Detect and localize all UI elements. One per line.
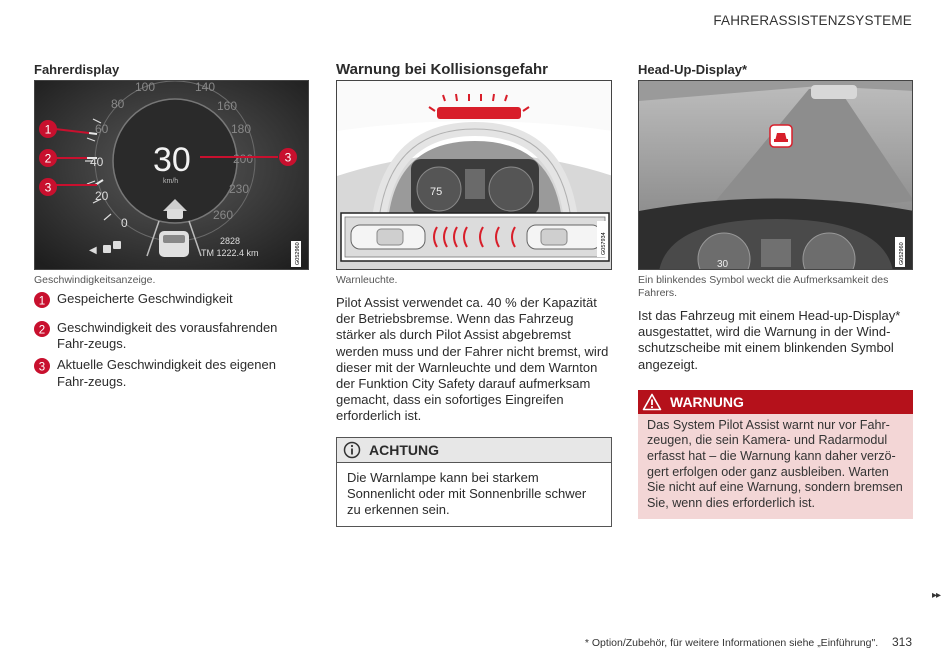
dashboard-illustration bbox=[337, 81, 612, 270]
info-icon bbox=[343, 441, 361, 459]
callout-2 bbox=[39, 149, 57, 167]
dial-mark-140: 140 bbox=[195, 81, 216, 94]
legend-item bbox=[34, 357, 309, 389]
achtung-header bbox=[337, 438, 611, 463]
cluster-speed: 30 bbox=[717, 259, 729, 270]
legend-number-1 bbox=[34, 292, 50, 308]
cluster-speed: 75 bbox=[430, 186, 443, 198]
footnote-option: * Option/Zubehör, für weitere Informationen siehe „Einführung". bbox=[584, 637, 879, 649]
svg-text:3: 3 bbox=[44, 180, 52, 195]
continued-marker: ▸▸ bbox=[931, 590, 940, 601]
figure-caption-hud: Ein blinkendes Symbol weckt die Aufmerksamkeit des Fahrers. bbox=[638, 274, 889, 299]
achtung-box bbox=[336, 437, 612, 528]
odometer-readout: 2828 bbox=[220, 236, 241, 246]
dial-mark-40: 40 bbox=[90, 155, 104, 169]
achtung-text: Die Warnlampe kann bei starkem Sonnenlicht oder mit Sonnenbrille schwer zu erkennen sein. bbox=[347, 469, 587, 518]
legend-text: Aktuelle Geschwindigkeit des eigenen Fahr-zeugs. bbox=[57, 357, 276, 389]
figure-warning-light bbox=[336, 80, 612, 270]
warning-text: Das System Pilot Assist warnt nur vor Fahr-zeugen, die sein Kamera- und Radarmodul erfasst hat – die Warnung kann daher verzö-gert erfolgen oder ganz ausbleiben. Warten Sie nicht auf eine Warnung, sondern bremsen Sie, wenn dies erforderlich ist. bbox=[647, 417, 903, 510]
image-code: G052960 bbox=[899, 242, 905, 265]
dial-mark-260: 260 bbox=[213, 208, 234, 222]
svg-text:3: 3 bbox=[284, 150, 292, 165]
callout-1 bbox=[39, 120, 57, 138]
section-title-driver-display: Fahrerdisplay bbox=[34, 62, 120, 77]
legend-item bbox=[34, 291, 309, 308]
dial-mark-160: 160 bbox=[217, 99, 238, 113]
column-head-up-display bbox=[638, 60, 913, 519]
svg-text:2: 2 bbox=[38, 324, 46, 337]
legend-item bbox=[34, 320, 309, 352]
own-car-icon bbox=[159, 231, 189, 257]
achtung-heading: ACHTUNG bbox=[369, 441, 439, 458]
svg-text:3: 3 bbox=[38, 361, 46, 374]
dial-mark-100: 100 bbox=[135, 81, 156, 94]
image-code: G052960 bbox=[295, 242, 301, 265]
speed-unit: km/h bbox=[163, 178, 179, 185]
legend-text: Geschwindigkeit des vorausfahrenden Fahr-zeugs. bbox=[57, 320, 278, 352]
image-code: G057934 bbox=[601, 232, 607, 255]
warning-heading: WARNUNG bbox=[670, 393, 744, 410]
column-driver-display bbox=[34, 60, 309, 390]
lead-car-icon bbox=[527, 225, 601, 249]
column-collision-warning bbox=[336, 60, 612, 527]
callout-3-right bbox=[279, 148, 297, 166]
paragraph-hud: Ist das Fahrzeug mit einem Head-up-Display* ausgestattet, wird die Warnung in der Wind-schutzscheibe mit einem blinkenden Symbol angezeigt. bbox=[638, 308, 901, 372]
dial-mark-0: 0 bbox=[121, 216, 128, 230]
hud-illustration bbox=[639, 81, 913, 270]
speedometer-illustration bbox=[35, 81, 309, 270]
legend-text: Gespeicherte Geschwindigkeit bbox=[57, 291, 233, 306]
footer bbox=[585, 635, 912, 649]
running-header: FAHRERASSISTENZSYSTEME bbox=[713, 13, 912, 28]
dial-mark-230: 230 bbox=[229, 182, 250, 196]
legend-number-3 bbox=[34, 358, 50, 374]
section-title-head-up-display: Head-Up-Display* bbox=[638, 62, 748, 77]
figure-speedometer bbox=[34, 80, 309, 270]
paragraph-pilot-assist: Pilot Assist verwendet ca. 40 % der Kapazität der Betriebsbremse. Wenn das Fahrzeug stärker als durch Pilot Assist abgebremst werden muss und der Fahrer nicht bremst, wird dieser mit der Warnleuchte und dem Warnton der Funktion City Safety darauf aufmerksam gemacht, dass ein sofortiges Eingreifen erforderlich ist. bbox=[336, 295, 609, 424]
section-title-collision-warning: Warnung bei Kollisionsgefahr bbox=[336, 61, 548, 78]
hud-car-warning-icon bbox=[770, 125, 792, 147]
dial-mark-200: 200 bbox=[233, 152, 254, 166]
own-car-icon bbox=[351, 225, 425, 249]
page-number: 313 bbox=[891, 635, 912, 649]
dial-mark-80: 80 bbox=[111, 97, 125, 111]
dial-mark-60: 60 bbox=[95, 122, 109, 136]
warning-box bbox=[638, 390, 913, 520]
legend-number-2 bbox=[34, 321, 50, 337]
dial-mark-20: 20 bbox=[95, 189, 109, 203]
svg-text:1: 1 bbox=[38, 295, 46, 308]
legend-list bbox=[34, 291, 309, 390]
warning-triangle-icon bbox=[642, 393, 662, 411]
arrow-left-icon: ◀ bbox=[89, 245, 97, 256]
trip-readout: TM 1222.4 km bbox=[201, 248, 259, 258]
figure-caption-warning-light: Warnleuchte. bbox=[336, 274, 398, 286]
figure-caption-speedometer: Geschwindigkeitsanzeige. bbox=[34, 274, 156, 286]
figure-hud bbox=[638, 80, 913, 270]
warning-header bbox=[638, 390, 913, 414]
current-speed-readout: 30 bbox=[153, 141, 191, 179]
svg-text:1: 1 bbox=[44, 122, 52, 137]
svg-text:2: 2 bbox=[44, 151, 52, 166]
dial-mark-180: 180 bbox=[231, 122, 252, 136]
callout-3 bbox=[39, 178, 57, 196]
